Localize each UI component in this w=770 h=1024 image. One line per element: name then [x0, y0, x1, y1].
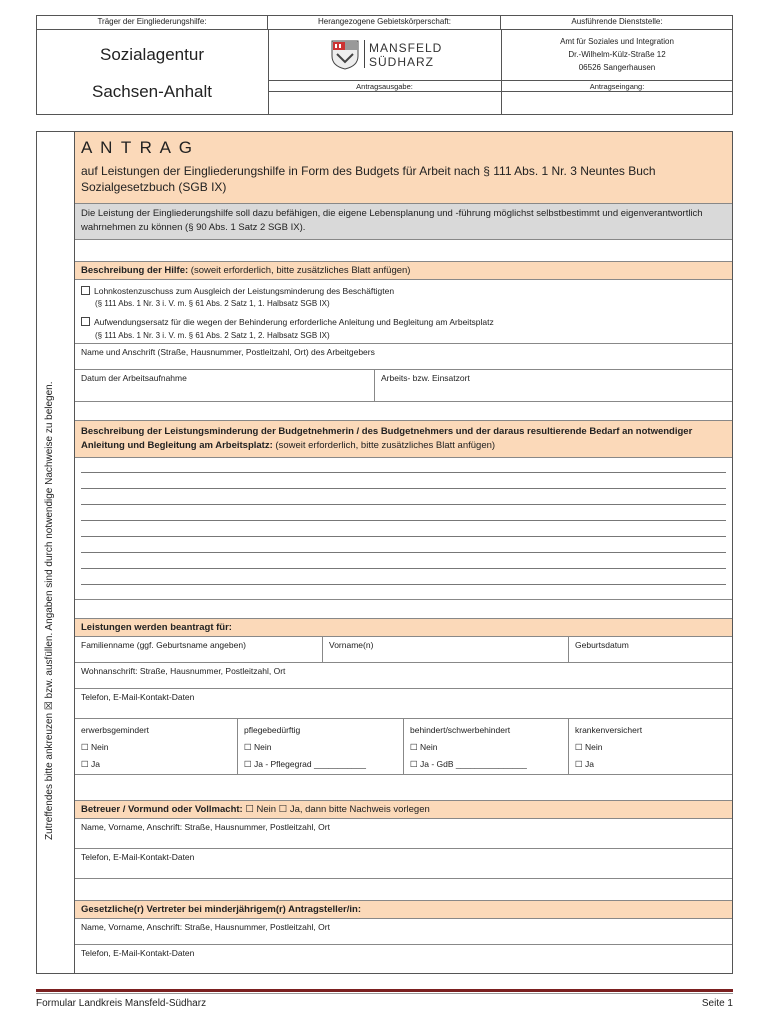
family-name-field[interactable]: Familienname (ggf. Geburtsname angeben) [75, 637, 323, 663]
contact-field[interactable]: Telefon, E-Mail-Kontakt-Daten [75, 689, 732, 719]
status-erwerbsgemindert: erwerbsgemindert ☐ Nein ☐ Ja [75, 719, 238, 774]
status-krankenversichert: krankenversichert ☐ Nein ☐ Ja [569, 719, 732, 774]
section5-header: Gesetzliche(r) Vertreter bei minderjährigem(r) Antragsteller/in: [75, 900, 732, 919]
status-pflegebeduerftig: pflegebedürftig ☐ Nein ☐ Ja - Pflegegrad ___________ [238, 719, 404, 774]
status-behindert: behindert/schwerbehindert ☐ Nein ☐ Ja - GdB _______________ [404, 719, 569, 774]
pflegebeduerftig-ja[interactable]: ☐ Ja - Pflegegrad ___________ [244, 759, 366, 769]
section1-header: Beschreibung der Hilfe: (soweit erforderlich, bitte zusätzliches Blatt anfügen) [75, 261, 732, 280]
logo-text-line2: SÜDHARZ [369, 55, 435, 69]
form-subtitle: auf Leistungen der Eingliederungshilfe in Form des Budgets für Arbeit nach § 111 Abs. 1 Nr. 3 Neuntes Buch Sozialgesetzbuch (SGB IX) [81, 164, 656, 194]
header-col3-label: Ausführende Dienststelle: [571, 17, 663, 26]
behindert-nein[interactable]: ☐ Nein [410, 742, 438, 752]
antragseingang-label: Antragseingang: [589, 82, 645, 91]
guardian-contact-field[interactable]: Telefon, E-Mail-Kontakt-Daten [75, 849, 732, 879]
option2-legal-ref: (§ 111 Abs. 1 Nr. 3 i. V. m. § 61 Abs. 2 Satz 1, 2. Halbsatz SGB IX) [95, 331, 330, 340]
checkbox-lohnkostenzuschuss[interactable] [81, 286, 90, 295]
workplace-field[interactable]: Arbeits- bzw. Einsatzort [375, 370, 732, 402]
description-lines[interactable] [75, 458, 732, 600]
side-instruction: Zutreffendes bitte ankreuzen ☒ bzw. ausfüllen. Angaben sind durch notwendige Nachweise zu belegen. [44, 381, 55, 840]
erwerbsgemindert-ja[interactable]: ☐ Ja [81, 759, 100, 769]
section2-header: Beschreibung der Leistungsminderung der Budgetnehmerin / des Budgetnehmers und der daraus resultierende Bedarf an notwendiger Anleitung und Begleitung am Arbeitsplatz: (soweit erforderlich, bitte zusätzliches Blatt anfügen) [75, 420, 732, 458]
logo-text-line1: MANSFELD [369, 41, 443, 55]
start-date-field[interactable]: Datum der Arbeitsaufnahme [75, 370, 375, 402]
antragseingang-field[interactable] [502, 92, 732, 114]
option1-legal-ref: (§ 111 Abs. 1 Nr. 3 i. V. m. § 61 Abs. 2 Satz 1, 1. Halbsatz SGB IX) [95, 299, 330, 308]
coat-of-arms-icon [331, 40, 359, 75]
guardian-name-field[interactable]: Name, Vorname, Anschrift: Straße, Hausnummer, Postleitzahl, Ort [75, 819, 732, 849]
birth-date-field[interactable]: Geburtsdatum [569, 637, 732, 663]
address-field[interactable]: Wohnanschrift: Straße, Hausnummer, Postleitzahl, Ort [75, 663, 732, 689]
option-lohnkostenzuschuss[interactable]: Lohnkostenzuschuss zum Ausgleich der Leistungsminderung des Beschäftigten [81, 286, 394, 296]
org-name-line2: Sachsen-Anhalt [91, 82, 213, 101]
representative-contact-field[interactable]: Telefon, E-Mail-Kontakt-Daten [81, 948, 195, 958]
office-line2: Dr.-Wilhelm-Külz-Straße 12 [568, 50, 666, 59]
section3-header: Leistungen werden beantragt für: [75, 618, 732, 637]
pflegebeduerftig-nein[interactable]: ☐ Nein [244, 742, 272, 752]
employer-field[interactable]: Name und Anschrift (Straße, Hausnummer, Postleitzahl, Ort) des Arbeitgebers [75, 344, 732, 370]
krankenversichert-ja[interactable]: ☐ Ja [575, 759, 594, 769]
behindert-ja[interactable]: ☐ Ja - GdB _______________ [410, 759, 527, 769]
legal-note: Die Leistung der Eingliederungshilfe soll dazu befähigen, die eigene Lebensplanung und -führung möglichst selbstbestimmt und eigenverantwortlich wahrnehmen zu können (§ 90 Abs. 1 Satz 2 SGB IX). [75, 204, 732, 240]
org-name-line1: Sozialagentur [100, 45, 204, 64]
footer-divider [36, 989, 733, 992]
antragsausgabe-label: Antragsausgabe: [356, 82, 413, 91]
erwerbsgemindert-nein[interactable]: ☐ Nein [81, 742, 109, 752]
krankenversichert-nein[interactable]: ☐ Nein [575, 742, 603, 752]
first-name-field[interactable]: Vorname(n) [323, 637, 569, 663]
checkbox-aufwendungsersatz[interactable] [81, 317, 90, 326]
form-title: A N T R A G [81, 138, 195, 157]
footer-left: Formular Landkreis Mansfeld-Südharz [36, 998, 207, 1009]
antragsausgabe-field[interactable] [269, 92, 500, 114]
footer-page-number: Seite 1 [701, 998, 733, 1009]
option-aufwendungsersatz[interactable]: Aufwendungsersatz für die wegen der Behinderung erforderliche Anleitung und Begleitung am Arbeitsplatz [81, 317, 494, 327]
section4-header: Betreuer / Vormund oder Vollmacht: ☐ Nein ☐ Ja, dann bitte Nachweis vorlegen [75, 800, 732, 819]
office-line3: 06526 Sangerhausen [578, 63, 656, 72]
header-col1-label: Träger der Eingliederungshilfe: [97, 17, 207, 26]
representative-name-field[interactable]: Name, Vorname, Anschrift: Straße, Hausnummer, Postleitzahl, Ort [75, 919, 732, 945]
header-col2-label: Herangezogene Gebietskörperschaft: [318, 17, 451, 26]
office-line1: Amt für Soziales und Integration [560, 37, 674, 46]
